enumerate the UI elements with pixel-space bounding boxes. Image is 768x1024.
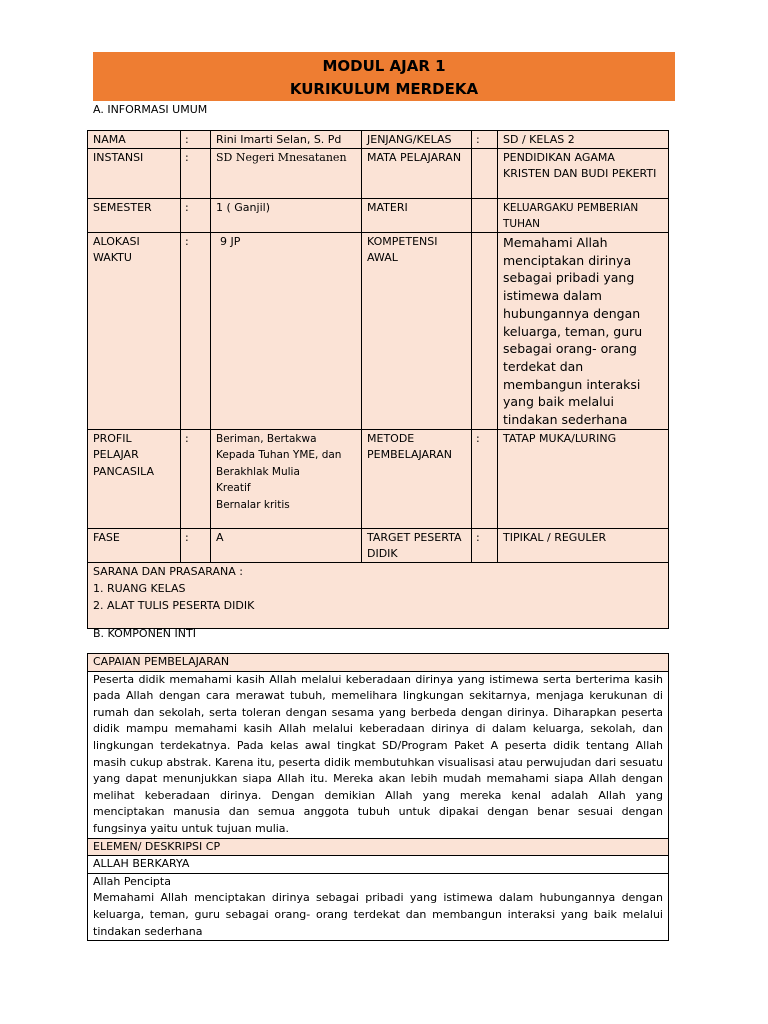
colon: : xyxy=(181,149,211,199)
sarana-item: 1. RUANG KELAS xyxy=(93,581,186,595)
row-alokasi xyxy=(88,233,669,430)
alokasi-value: 9 JP xyxy=(211,233,362,430)
materi-value: KELUARGAKU PEMBERIAN TUHAN xyxy=(498,199,669,233)
fase-label: FASE xyxy=(88,528,181,562)
module-subtitle: KURIKULUM MERDEKA xyxy=(289,80,479,98)
target-label: TARGET PESERTA DIDIK xyxy=(362,528,472,562)
kompetensi-label: KOMPETENSI AWAL xyxy=(362,233,472,430)
materi-label: MATERI xyxy=(362,199,472,233)
section-b-heading: B. KOMPONEN INTI xyxy=(93,627,196,640)
elemen-name: ALLAH BERKARYA xyxy=(88,856,669,874)
colon: : xyxy=(472,528,498,562)
info-umum-table xyxy=(87,130,669,629)
row-instansi xyxy=(88,149,669,199)
nama-label: NAMA xyxy=(88,131,181,149)
row-semester xyxy=(88,199,669,233)
empty-cell xyxy=(472,233,498,430)
metode-value: TATAP MUKA/LURING xyxy=(498,429,669,528)
mapel-label: MATA PELAJARAN xyxy=(362,149,472,199)
sarana-cell xyxy=(88,562,669,628)
colon: : xyxy=(181,131,211,149)
row-elemen-name xyxy=(88,856,669,874)
deskripsi-title: Allah Pencipta xyxy=(93,874,171,888)
row-deskripsi xyxy=(88,873,669,940)
empty-cell xyxy=(472,149,498,199)
metode-label: METODE PEMBELAJARAN xyxy=(362,429,472,528)
jenjang-label: JENJANG/KELAS xyxy=(362,131,472,149)
row-elemen-title xyxy=(88,838,669,856)
semester-label: SEMESTER xyxy=(88,199,181,233)
sarana-title: SARANA DAN PRASARANA : xyxy=(93,564,243,578)
komponen-inti-table xyxy=(87,653,669,941)
instansi-value: SD Negeri Mnesatanen xyxy=(211,149,362,199)
elemen-title: ELEMEN/ DESKRIPSI CP xyxy=(88,838,669,856)
capaian-title: CAPAIAN PEMBELAJARAN xyxy=(88,654,669,672)
row-profil xyxy=(88,429,669,528)
colon: : xyxy=(472,131,498,149)
colon: : xyxy=(181,429,211,528)
row-nama xyxy=(88,131,669,149)
row-fase xyxy=(88,528,669,562)
profil-label: PROFIL PELAJAR PANCASILA xyxy=(88,429,181,528)
target-value: TIPIKAL / REGULER xyxy=(498,528,669,562)
colon: : xyxy=(181,199,211,233)
row-capaian-text xyxy=(88,671,669,838)
instansi-label: INSTANSI xyxy=(88,149,181,199)
colon: : xyxy=(472,429,498,528)
profil-item: Bernalar kritis xyxy=(216,498,290,511)
empty-cell xyxy=(472,199,498,233)
profil-item: Beriman, Bertakwa Kepada Tuhan YME, dan Berakhlak Mulia xyxy=(216,432,342,478)
colon: : xyxy=(181,233,211,430)
capaian-text: Peserta didik memahami kasih Allah melalui keberadaan dirinya yang istimewa serta berterima kasih pada Allah dengan cara merawat tubuh, memelihara lingkungan sekitarnya, menjaga kerukunan di rumah dan sekolah, serta toleran dengan sesama yang berbeda dengan dirinya. Diharapkan peserta didik mampu memahami kasih Allah melalui keberadaan dirinya di dalam keluarga, sekolah, dan lingkungan terdekatnya. Pada kelas awal tingkat SD/Program Paket A peserta didik tentang Allah masih cukup abstrak. Karena itu, peserta didik membutuhkan visualisasi atau perwujudan dari sesuatu yang dapat menunjukkan siapa Allah itu. Mereka akan lebih mudah memahami siapa Allah dengan melihat keberadaan dirinya. Dengan demikian Allah yang mereka kenal adalah Allah yang menciptakan manusia dan semua anggota tubuh untuk dipakai dengan benar sesuai dengan fungsinya yaitu untuk tujuan mulia. xyxy=(88,671,669,838)
deskripsi-text: Memahami Allah menciptakan dirinya sebagai pribadi yang istimewa dalam hubungannya dengan keluarga, teman, guru sebagai orang- orang terdekat dan membangun interaksi yang baik melalui tindakan sederhana xyxy=(93,891,663,938)
deskripsi-cell xyxy=(88,873,669,940)
row-sarana xyxy=(88,562,669,628)
profil-item: Kreatif xyxy=(216,482,251,495)
sarana-item: 2. ALAT TULIS PESERTA DIDIK xyxy=(93,598,255,612)
colon: : xyxy=(181,528,211,562)
nama-value: Rini Imarti Selan, S. Pd xyxy=(211,131,362,149)
module-title: MODUL AJAR 1 xyxy=(322,57,446,75)
row-capaian-title xyxy=(88,654,669,672)
mapel-value: PENDIDIKAN AGAMA KRISTEN DAN BUDI PEKERTI xyxy=(498,149,669,199)
module-title-banner xyxy=(93,52,675,101)
kompetensi-value: Memahami Allah menciptakan dirinya sebagai pribadi yang istimewa dalam hubungannya dengan keluarga, teman, guru sebagai orang- orang terdekat dan membangun interaksi yang baik melalui tindakan sederhana xyxy=(498,233,669,430)
profil-list xyxy=(211,429,362,528)
alokasi-label: ALOKASI WAKTU xyxy=(88,233,181,430)
jenjang-value: SD / KELAS 2 xyxy=(498,131,669,149)
fase-value: A xyxy=(211,528,362,562)
semester-value: 1 ( Ganjil) xyxy=(211,199,362,233)
section-a-heading: A. INFORMASI UMUM xyxy=(93,103,208,116)
